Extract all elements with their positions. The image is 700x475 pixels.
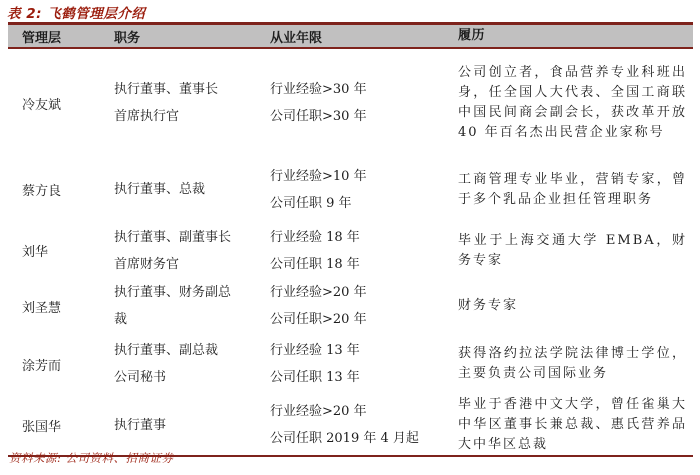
header-position: 职务 [114, 30, 141, 46]
position-cell [108, 279, 266, 333]
position-line: 执行董事、总裁 [114, 182, 206, 197]
manager-name: 冷友斌 [22, 97, 62, 113]
position-line: 执行董事、副总裁 [114, 343, 219, 358]
position-line: 执行董事、财务副总裁 [114, 285, 232, 327]
position-line: 公司秘书 [114, 370, 167, 385]
position-line: 首席财务官 [114, 256, 180, 272]
tenure-line: 行业经验>30 年 [270, 82, 367, 97]
table-title: 表 2: 飞鹤管理层介绍 [7, 6, 146, 22]
table-row [8, 222, 693, 279]
table-row [8, 49, 693, 157]
tenure-cell [266, 76, 458, 130]
tenure-line: 公司任职>20 年 [270, 312, 367, 327]
table-row [8, 279, 693, 333]
table-row [8, 157, 693, 222]
table-row [8, 395, 693, 455]
manager-name: 涂芳而 [22, 358, 62, 374]
resume-cell: 工商管理专业毕业，营销专家，曾于多个乳品企业担任管理职务 [458, 171, 687, 207]
position-cell [108, 412, 266, 439]
table-row [8, 333, 693, 395]
manager-name: 张国华 [22, 419, 62, 435]
tenure-line: 公司任职 9 年 [270, 195, 352, 211]
tenure-line: 行业经验 13 年 [270, 343, 360, 358]
manager-name: 刘圣慧 [22, 300, 62, 316]
header-manager: 管理层 [22, 30, 62, 46]
position-cell [108, 176, 266, 203]
position-cell [108, 337, 266, 391]
tenure-line: 公司任职>30 年 [270, 109, 367, 124]
tenure-cell [266, 163, 458, 217]
manager-name: 蔡方良 [22, 184, 62, 199]
resume-cell: 毕业于香港中文大学，曾任雀巢大中华区董事长兼总裁、惠氏营养品大中华区总裁 [458, 397, 687, 452]
tenure-cell [266, 224, 458, 278]
resume-cell: 财务专家 [458, 298, 519, 313]
tenure-cell [266, 337, 458, 391]
position-cell [108, 224, 266, 278]
tenure-line: 行业经验>10 年 [270, 168, 367, 184]
management-table [8, 22, 693, 457]
tenure-line: 公司任职 13 年 [270, 370, 360, 385]
tenure-line: 公司任职 18 年 [270, 256, 360, 272]
position-line: 执行董事、副董事长 [114, 229, 232, 245]
manager-name: 刘华 [22, 245, 49, 260]
header-tenure: 从业年限 [270, 30, 323, 46]
position-cell [108, 76, 266, 130]
table-header-row [8, 22, 693, 49]
tenure-cell [266, 279, 458, 333]
position-line: 首席执行官 [114, 109, 180, 124]
resume-cell: 获得洛约拉法学院法律博士学位，主要负责公司国际业务 [458, 346, 687, 381]
table-body [8, 49, 693, 457]
tenure-line: 行业经验>20 年 [270, 285, 367, 300]
tenure-line: 行业经验>20 年 [270, 404, 367, 419]
tenure-cell [266, 398, 458, 452]
position-line: 执行董事 [114, 417, 167, 433]
data-source-note: 资料来源: 公司资料、招商证券 [9, 451, 174, 465]
position-line: 执行董事、董事长 [114, 82, 219, 97]
header-resume: 履历 [458, 28, 486, 43]
resume-cell: 公司创立者，食品营养专业科班出身，任全国人大代表、全国工商联中国民间商会副会长，获改革开放 40 年百名杰出民营企业家称号 [458, 65, 687, 140]
tenure-line: 公司任职 2019 年 4 月起 [270, 431, 419, 446]
tenure-line: 行业经验 18 年 [270, 229, 360, 245]
resume-cell: 毕业于上海交通大学 EMBA，财务专家 [458, 232, 687, 268]
